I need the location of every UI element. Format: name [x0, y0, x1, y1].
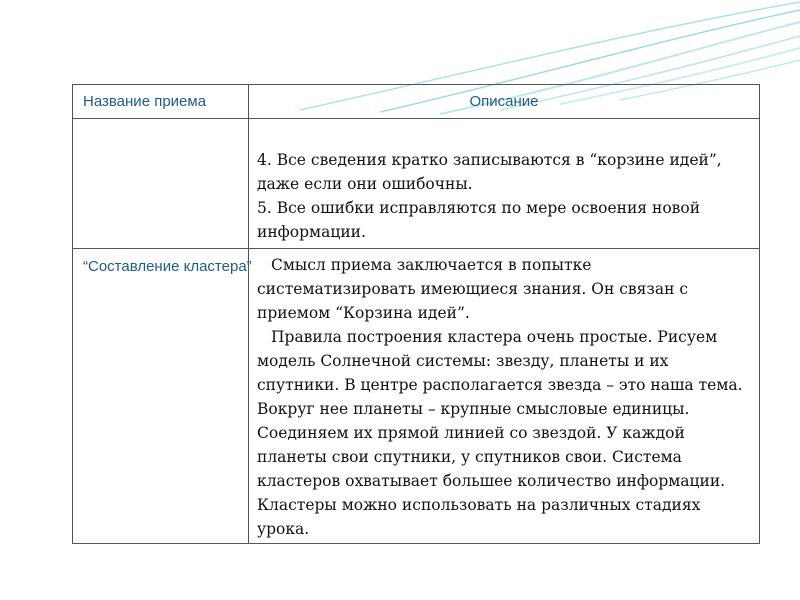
description-paragraph: 5. Все ошибки исправляются по мере освоения новой информации.	[257, 199, 701, 241]
row-description	[249, 119, 759, 248]
header-name: Название приема	[83, 92, 207, 110]
description-paragraph: Правила построения кластера очень простые. Рисуем модель Солнечной системы: звезду, планеты и их спутники. В центре располагается звезда – это наша тема. Вокруг нее планеты – крупные смысловые единицы. Соединяем их прямой линией со звездой. У каждой планеты свои спутники, у спутников свои. Система кластеров охватывает большее количество информации. Кластеры можно использовать на различных стадиях урока.	[257, 328, 743, 538]
header-description: Описание	[469, 92, 539, 110]
methods-table	[72, 84, 760, 544]
table-header-row	[73, 85, 759, 119]
row-description	[249, 249, 759, 543]
description-paragraph: 4. Все сведения кратко записываются в “корзине идей”, даже если они ошибочны.	[257, 151, 722, 193]
row-name: “Составление кластера”	[83, 258, 252, 275]
row-name	[73, 119, 248, 248]
table-row	[73, 249, 759, 543]
description-paragraph: Смысл приема заключается в попытке систематизировать имеющиеся знания. Он связан с приемом “Корзина идей”.	[257, 256, 689, 322]
table-row	[73, 119, 759, 249]
